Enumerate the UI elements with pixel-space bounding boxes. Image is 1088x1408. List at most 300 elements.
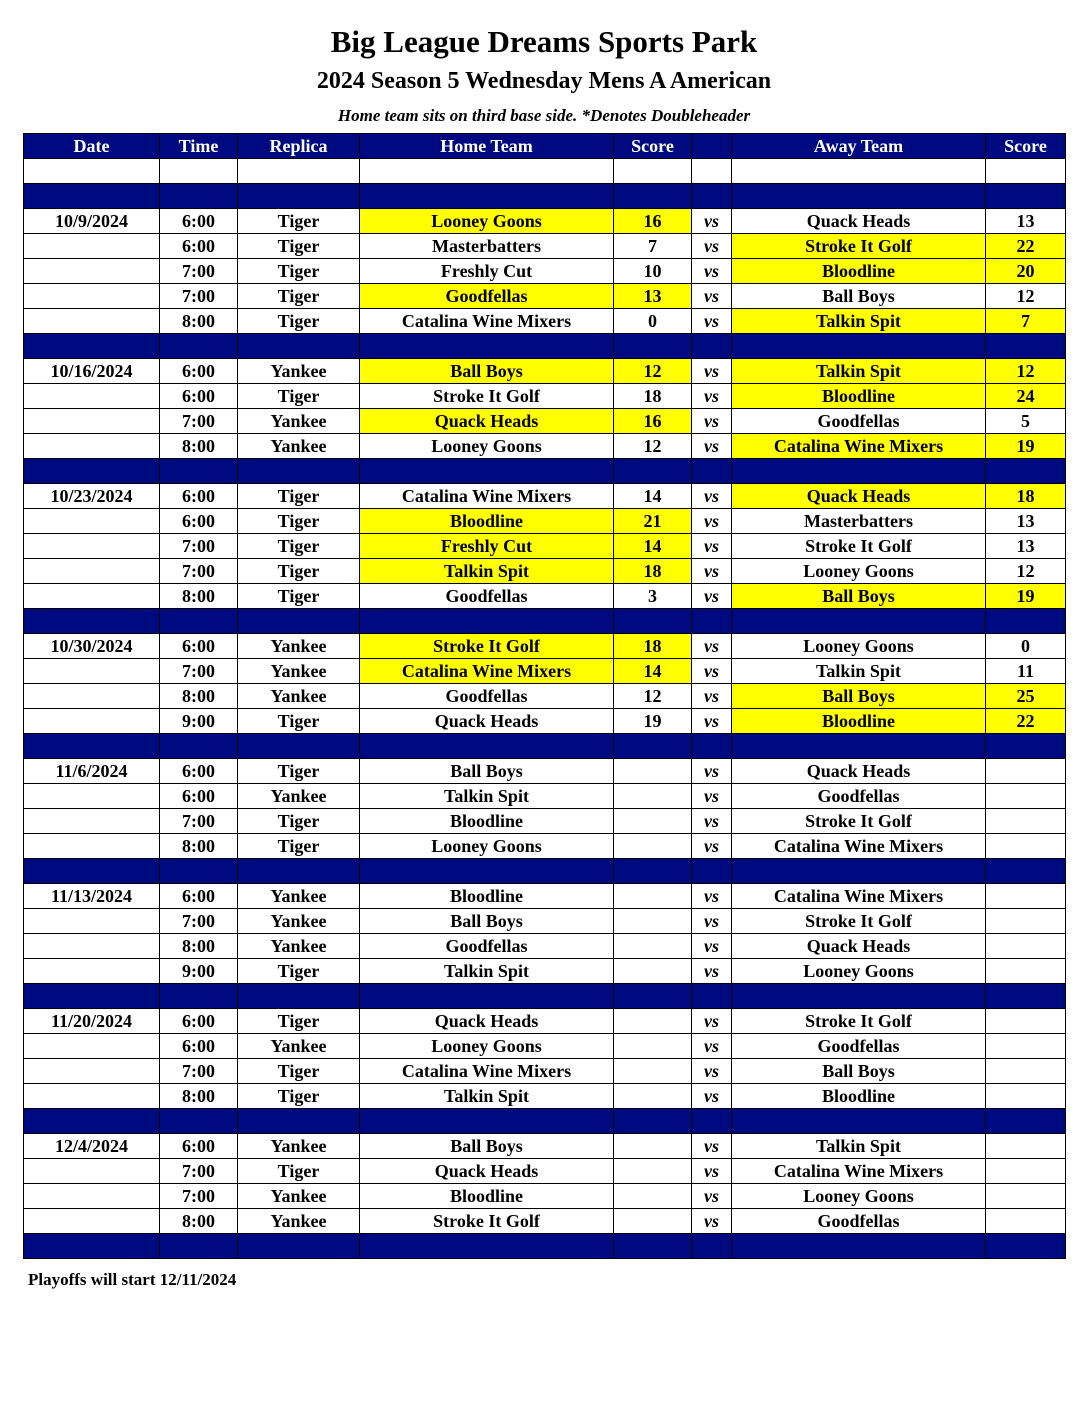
- home-team: Catalina Wine Mixers: [360, 309, 614, 334]
- vs-label: vs: [692, 684, 732, 709]
- away-team: Bloodline: [732, 709, 986, 734]
- game-time: 6:00: [160, 784, 238, 809]
- vs-label: vs: [692, 1134, 732, 1159]
- game-replica: Tiger: [238, 309, 360, 334]
- game-date: 10/16/2024: [24, 359, 160, 384]
- game-replica: Tiger: [238, 484, 360, 509]
- home-score: 18: [614, 634, 692, 659]
- game-replica: Tiger: [238, 384, 360, 409]
- game-time: 6:00: [160, 234, 238, 259]
- separator-row: [24, 984, 1066, 1009]
- away-score: 22: [986, 234, 1066, 259]
- schedule-body: [24, 159, 1066, 1259]
- game-date: [24, 384, 160, 409]
- game-date: [24, 409, 160, 434]
- home-team: Catalina Wine Mixers: [360, 1059, 614, 1084]
- home-score: 12: [614, 434, 692, 459]
- vs-label: vs: [692, 409, 732, 434]
- home-team: Freshly Cut: [360, 259, 614, 284]
- game-time: 8:00: [160, 1084, 238, 1109]
- game-date: 11/20/2024: [24, 1009, 160, 1034]
- away-team: Bloodline: [732, 1084, 986, 1109]
- game-replica: Tiger: [238, 759, 360, 784]
- game-replica: Tiger: [238, 1084, 360, 1109]
- home-score: 13: [614, 284, 692, 309]
- home-score: [614, 909, 692, 934]
- away-score: 19: [986, 434, 1066, 459]
- game-time: 6:00: [160, 634, 238, 659]
- game-replica: Yankee: [238, 884, 360, 909]
- vs-label: vs: [692, 834, 732, 859]
- game-row: [24, 959, 1066, 984]
- game-date: [24, 584, 160, 609]
- away-score: [986, 1009, 1066, 1034]
- game-date: 10/30/2024: [24, 634, 160, 659]
- separator-row: [24, 859, 1066, 884]
- away-team: Stroke It Golf: [732, 234, 986, 259]
- game-date: [24, 1159, 160, 1184]
- game-replica: Yankee: [238, 659, 360, 684]
- away-team: Talkin Spit: [732, 359, 986, 384]
- game-time: 7:00: [160, 284, 238, 309]
- game-date: 11/13/2024: [24, 884, 160, 909]
- game-replica: Tiger: [238, 1159, 360, 1184]
- home-score: [614, 834, 692, 859]
- home-team: Goodfellas: [360, 284, 614, 309]
- vs-label: vs: [692, 484, 732, 509]
- home-score: [614, 1134, 692, 1159]
- home-score: 7: [614, 234, 692, 259]
- game-replica: Tiger: [238, 959, 360, 984]
- vs-label: vs: [692, 259, 732, 284]
- home-score: [614, 1009, 692, 1034]
- away-team: Talkin Spit: [732, 659, 986, 684]
- game-time: 8:00: [160, 434, 238, 459]
- away-team: Bloodline: [732, 384, 986, 409]
- game-replica: Yankee: [238, 1034, 360, 1059]
- home-team: Goodfellas: [360, 584, 614, 609]
- blank-row: [24, 159, 1066, 184]
- away-score: 12: [986, 359, 1066, 384]
- away-team: Quack Heads: [732, 934, 986, 959]
- vs-label: vs: [692, 384, 732, 409]
- away-team: Catalina Wine Mixers: [732, 884, 986, 909]
- game-time: 8:00: [160, 309, 238, 334]
- vs-label: vs: [692, 1209, 732, 1234]
- home-team: Stroke It Golf: [360, 384, 614, 409]
- separator-row: [24, 1109, 1066, 1134]
- away-team: Stroke It Golf: [732, 909, 986, 934]
- away-score: 5: [986, 409, 1066, 434]
- home-team: Bloodline: [360, 809, 614, 834]
- home-score: 12: [614, 684, 692, 709]
- game-row: [24, 359, 1066, 384]
- game-replica: Tiger: [238, 559, 360, 584]
- home-team: Looney Goons: [360, 834, 614, 859]
- home-score: [614, 1184, 692, 1209]
- vs-label: vs: [692, 584, 732, 609]
- home-team: Ball Boys: [360, 359, 614, 384]
- away-score: 24: [986, 384, 1066, 409]
- away-team: Goodfellas: [732, 1034, 986, 1059]
- col-home-team-header: Home Team: [360, 134, 614, 159]
- game-time: 6:00: [160, 509, 238, 534]
- separator-row: [24, 459, 1066, 484]
- game-date: [24, 784, 160, 809]
- away-team: Talkin Spit: [732, 309, 986, 334]
- home-team: Quack Heads: [360, 1009, 614, 1034]
- game-date: 10/23/2024: [24, 484, 160, 509]
- separator-row: [24, 734, 1066, 759]
- vs-label: vs: [692, 1084, 732, 1109]
- home-team: Bloodline: [360, 1184, 614, 1209]
- col-away-team-header: Away Team: [732, 134, 986, 159]
- game-date: [24, 834, 160, 859]
- home-score: 18: [614, 559, 692, 584]
- game-row: [24, 434, 1066, 459]
- home-team: Quack Heads: [360, 709, 614, 734]
- vs-label: vs: [692, 284, 732, 309]
- home-score: [614, 959, 692, 984]
- game-time: 6:00: [160, 1034, 238, 1059]
- home-score: [614, 809, 692, 834]
- vs-label: vs: [692, 959, 732, 984]
- home-team: Stroke It Golf: [360, 1209, 614, 1234]
- away-score: [986, 1059, 1066, 1084]
- home-score: [614, 1159, 692, 1184]
- home-team: Quack Heads: [360, 409, 614, 434]
- vs-label: vs: [692, 509, 732, 534]
- game-replica: Yankee: [238, 1134, 360, 1159]
- game-row: [24, 209, 1066, 234]
- game-time: 7:00: [160, 1059, 238, 1084]
- game-row: [24, 684, 1066, 709]
- game-replica: Tiger: [238, 834, 360, 859]
- game-replica: Tiger: [238, 209, 360, 234]
- page-subtitle: 2024 Season 5 Wednesday Mens A American: [316, 68, 772, 94]
- home-score: 18: [614, 384, 692, 409]
- home-score: [614, 1059, 692, 1084]
- away-team: Catalina Wine Mixers: [732, 1159, 986, 1184]
- game-date: [24, 534, 160, 559]
- home-score: [614, 1084, 692, 1109]
- game-date: [24, 284, 160, 309]
- game-date: [24, 1034, 160, 1059]
- home-team: Freshly Cut: [360, 534, 614, 559]
- home-score: [614, 784, 692, 809]
- game-row: [24, 309, 1066, 334]
- game-row: [24, 509, 1066, 534]
- away-team: Stroke It Golf: [732, 809, 986, 834]
- game-row: [24, 534, 1066, 559]
- vs-label: vs: [692, 809, 732, 834]
- game-time: 8:00: [160, 1209, 238, 1234]
- away-team: Bloodline: [732, 259, 986, 284]
- away-score: [986, 1159, 1066, 1184]
- game-date: [24, 909, 160, 934]
- vs-label: vs: [692, 709, 732, 734]
- away-score: [986, 1209, 1066, 1234]
- game-date: [24, 309, 160, 334]
- game-row: [24, 409, 1066, 434]
- vs-label: vs: [692, 659, 732, 684]
- away-score: [986, 784, 1066, 809]
- away-score: [986, 1184, 1066, 1209]
- game-time: 9:00: [160, 709, 238, 734]
- game-time: 7:00: [160, 409, 238, 434]
- game-row: [24, 1009, 1066, 1034]
- game-date: [24, 659, 160, 684]
- game-date: [24, 259, 160, 284]
- vs-label: vs: [692, 434, 732, 459]
- game-replica: Tiger: [238, 1009, 360, 1034]
- home-team: Looney Goons: [360, 209, 614, 234]
- game-time: 6:00: [160, 1134, 238, 1159]
- away-score: [986, 1034, 1066, 1059]
- away-score: 20: [986, 259, 1066, 284]
- away-score: 7: [986, 309, 1066, 334]
- home-team: Goodfellas: [360, 934, 614, 959]
- vs-label: vs: [692, 309, 732, 334]
- vs-label: vs: [692, 759, 732, 784]
- game-date: 12/4/2024: [24, 1134, 160, 1159]
- home-score: 19: [614, 709, 692, 734]
- home-team: Stroke It Golf: [360, 634, 614, 659]
- game-date: [24, 809, 160, 834]
- away-team: Goodfellas: [732, 1209, 986, 1234]
- game-time: 8:00: [160, 684, 238, 709]
- game-row: [24, 234, 1066, 259]
- game-replica: Yankee: [238, 434, 360, 459]
- away-team: Catalina Wine Mixers: [732, 834, 986, 859]
- away-team: Ball Boys: [732, 684, 986, 709]
- home-team: Talkin Spit: [360, 1084, 614, 1109]
- vs-label: vs: [692, 1009, 732, 1034]
- away-team: Catalina Wine Mixers: [732, 434, 986, 459]
- away-team: Goodfellas: [732, 784, 986, 809]
- home-team: Talkin Spit: [360, 559, 614, 584]
- game-time: 6:00: [160, 384, 238, 409]
- game-date: 11/6/2024: [24, 759, 160, 784]
- game-row: [24, 1084, 1066, 1109]
- away-score: 12: [986, 559, 1066, 584]
- game-replica: Tiger: [238, 534, 360, 559]
- home-score: [614, 1034, 692, 1059]
- away-score: [986, 1084, 1066, 1109]
- game-time: 6:00: [160, 209, 238, 234]
- away-team: Looney Goons: [732, 1184, 986, 1209]
- game-row: [24, 484, 1066, 509]
- game-time: 8:00: [160, 584, 238, 609]
- game-date: [24, 1059, 160, 1084]
- home-team: Quack Heads: [360, 1159, 614, 1184]
- home-score: 16: [614, 409, 692, 434]
- vs-label: vs: [692, 784, 732, 809]
- playoffs-note: Playoffs will start 12/11/2024: [28, 1270, 237, 1289]
- page-note: Home team sits on third base side. *Denotes Doubleheader: [337, 106, 751, 125]
- away-team: Ball Boys: [732, 1059, 986, 1084]
- col-replica-header: Replica: [238, 134, 360, 159]
- home-team: Looney Goons: [360, 1034, 614, 1059]
- game-time: 6:00: [160, 484, 238, 509]
- home-score: 10: [614, 259, 692, 284]
- home-team: Bloodline: [360, 884, 614, 909]
- home-team: Catalina Wine Mixers: [360, 484, 614, 509]
- game-date: [24, 684, 160, 709]
- game-time: 7:00: [160, 559, 238, 584]
- game-replica: Yankee: [238, 784, 360, 809]
- game-time: 8:00: [160, 934, 238, 959]
- away-score: [986, 1134, 1066, 1159]
- game-time: 7:00: [160, 809, 238, 834]
- game-date: 10/9/2024: [24, 209, 160, 234]
- game-replica: Tiger: [238, 259, 360, 284]
- home-team: Ball Boys: [360, 759, 614, 784]
- away-team: Quack Heads: [732, 759, 986, 784]
- away-team: Quack Heads: [732, 209, 986, 234]
- home-score: 14: [614, 659, 692, 684]
- away-score: [986, 959, 1066, 984]
- game-row: [24, 259, 1066, 284]
- away-team: Looney Goons: [732, 959, 986, 984]
- separator-row: [24, 334, 1066, 359]
- game-replica: Tiger: [238, 584, 360, 609]
- game-row: [24, 1059, 1066, 1084]
- game-replica: Tiger: [238, 509, 360, 534]
- away-score: 25: [986, 684, 1066, 709]
- home-team: Bloodline: [360, 509, 614, 534]
- game-replica: Yankee: [238, 934, 360, 959]
- away-score: [986, 934, 1066, 959]
- away-score: [986, 884, 1066, 909]
- home-team: Looney Goons: [360, 434, 614, 459]
- game-date: [24, 1209, 160, 1234]
- home-score: 0: [614, 309, 692, 334]
- separator-row: [24, 1234, 1066, 1259]
- game-time: 7:00: [160, 909, 238, 934]
- away-score: 13: [986, 209, 1066, 234]
- away-score: [986, 759, 1066, 784]
- away-score: [986, 834, 1066, 859]
- game-replica: Yankee: [238, 359, 360, 384]
- vs-label: vs: [692, 559, 732, 584]
- game-row: [24, 884, 1066, 909]
- header-row: [24, 134, 1066, 159]
- away-score: 13: [986, 509, 1066, 534]
- game-row: [24, 834, 1066, 859]
- home-score: 16: [614, 209, 692, 234]
- game-replica: Tiger: [238, 234, 360, 259]
- away-score: 12: [986, 284, 1066, 309]
- vs-label: vs: [692, 934, 732, 959]
- home-score: [614, 759, 692, 784]
- col-vs-header: [692, 134, 732, 159]
- game-row: [24, 934, 1066, 959]
- home-score: [614, 1209, 692, 1234]
- game-date: [24, 434, 160, 459]
- page-title: Big League Dreams Sports Park: [330, 24, 758, 59]
- col-home-score-header: Score: [614, 134, 692, 159]
- game-replica: Yankee: [238, 1184, 360, 1209]
- game-date: [24, 559, 160, 584]
- game-replica: Yankee: [238, 909, 360, 934]
- game-time: 6:00: [160, 1009, 238, 1034]
- home-team: Catalina Wine Mixers: [360, 659, 614, 684]
- away-score: 18: [986, 484, 1066, 509]
- game-time: 6:00: [160, 359, 238, 384]
- game-time: 6:00: [160, 884, 238, 909]
- game-row: [24, 1209, 1066, 1234]
- vs-label: vs: [692, 1159, 732, 1184]
- game-time: 7:00: [160, 1159, 238, 1184]
- game-row: [24, 1134, 1066, 1159]
- game-row: [24, 384, 1066, 409]
- vs-label: vs: [692, 884, 732, 909]
- col-away-score-header: Score: [986, 134, 1066, 159]
- col-date-header: Date: [24, 134, 160, 159]
- away-team: Goodfellas: [732, 409, 986, 434]
- vs-label: vs: [692, 909, 732, 934]
- game-date: [24, 959, 160, 984]
- vs-label: vs: [692, 634, 732, 659]
- home-team: Ball Boys: [360, 909, 614, 934]
- game-row: [24, 759, 1066, 784]
- game-time: 9:00: [160, 959, 238, 984]
- home-score: [614, 934, 692, 959]
- game-date: [24, 1184, 160, 1209]
- away-score: [986, 909, 1066, 934]
- game-date: [24, 234, 160, 259]
- vs-label: vs: [692, 534, 732, 559]
- vs-label: vs: [692, 359, 732, 384]
- game-replica: Tiger: [238, 809, 360, 834]
- game-row: [24, 1184, 1066, 1209]
- game-replica: Yankee: [238, 1209, 360, 1234]
- game-row: [24, 659, 1066, 684]
- home-team: Masterbatters: [360, 234, 614, 259]
- home-team: Goodfellas: [360, 684, 614, 709]
- home-score: 14: [614, 484, 692, 509]
- home-score: 21: [614, 509, 692, 534]
- game-row: [24, 784, 1066, 809]
- game-date: [24, 709, 160, 734]
- away-score: [986, 809, 1066, 834]
- vs-label: vs: [692, 1184, 732, 1209]
- game-time: 7:00: [160, 534, 238, 559]
- game-replica: Tiger: [238, 1059, 360, 1084]
- away-team: Stroke It Golf: [732, 534, 986, 559]
- game-date: [24, 934, 160, 959]
- away-team: Looney Goons: [732, 634, 986, 659]
- separator-row: [24, 184, 1066, 209]
- vs-label: vs: [692, 1059, 732, 1084]
- game-date: [24, 1084, 160, 1109]
- game-row: [24, 809, 1066, 834]
- col-time-header: Time: [160, 134, 238, 159]
- away-team: Ball Boys: [732, 284, 986, 309]
- separator-row: [24, 609, 1066, 634]
- game-time: 8:00: [160, 834, 238, 859]
- game-replica: Tiger: [238, 284, 360, 309]
- vs-label: vs: [692, 234, 732, 259]
- away-score: 22: [986, 709, 1066, 734]
- game-date: [24, 509, 160, 534]
- away-team: Masterbatters: [732, 509, 986, 534]
- home-score: 12: [614, 359, 692, 384]
- away-score: 0: [986, 634, 1066, 659]
- game-row: [24, 709, 1066, 734]
- schedule-table: [23, 133, 1066, 1259]
